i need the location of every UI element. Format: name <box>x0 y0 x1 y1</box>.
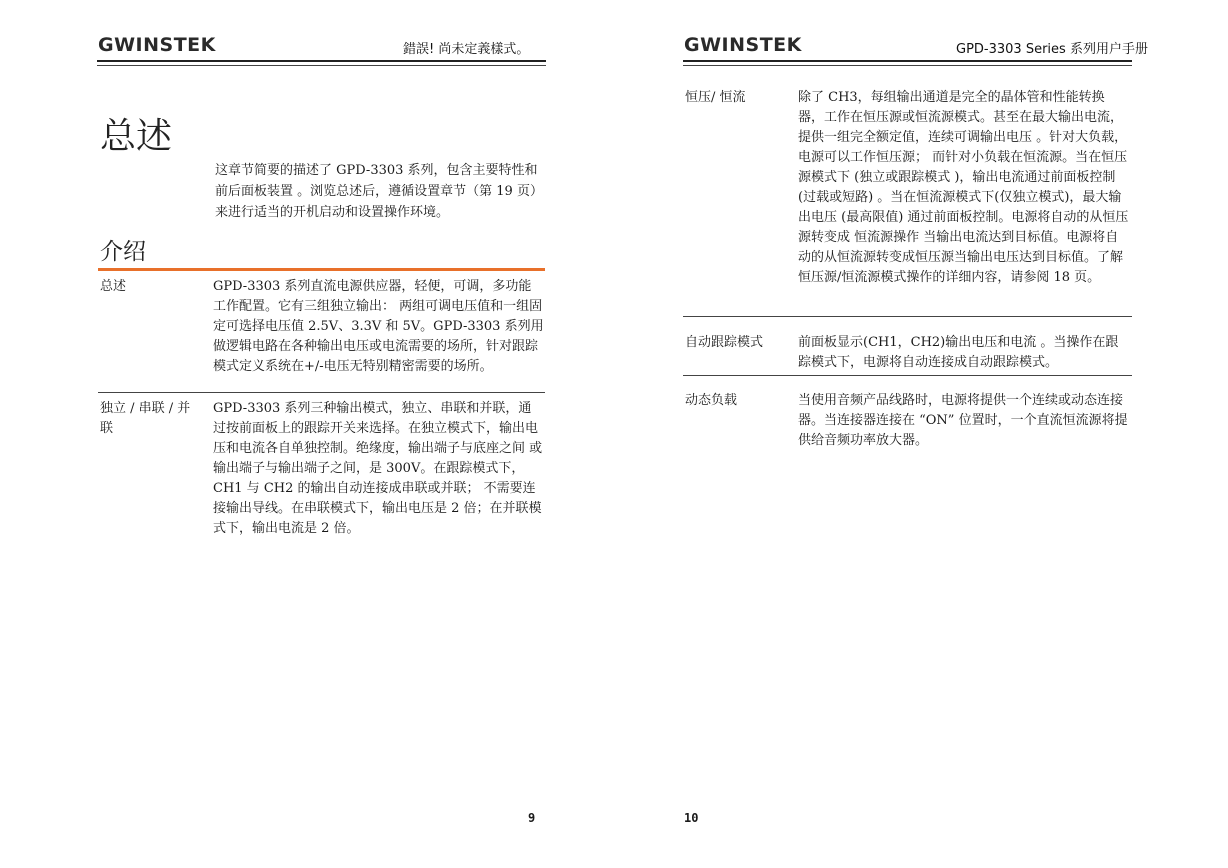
header-title: 錯誤! 尚未定義樣式。 <box>403 42 530 57</box>
row-text: GPD-3303 系列直流电源供应器，轻便，可调，多功能工作配置。它有三组独立输出： 两组可调电压值和一组固定可选择电压值 2.5V、3.3V 和 5V。GPD-3303 系列用做逻辑电路在各种输出电压或电流需要的场所，针对跟踪模式定义系统在+/-电压无特别精密需要的场所。 <box>213 279 544 374</box>
row-divider <box>683 375 1132 376</box>
right-page <box>614 0 1228 868</box>
header-rule-top <box>97 60 546 62</box>
row-text: 除了 CH3，每组输出通道是完全的晶体管和性能转换器，工作在恒压源或恒流源模式。甚至在最大输出电流，提供一组完全额定值，连续可调输出电压 。针对大负载，电源可以工作恒压源； 而针对小负载在恒流源。当在恒压源模式下 (独立或跟踪模式 )，输出电流通过前面板控制 (过载或短路) 。当在恒流源模式下(仅独立模式)，最大输出电压 (最高限值) 通过前面板控制。电源将自动的从恒压源转变成 恒流源操作 当输出电流达到目标值。电源将自动的从恒流源转变成恒压源当输出电压达到目标值。了解恒压源/恒流源模式操作的详细内容，请参阅 18 页。 <box>798 90 1129 285</box>
row-text: 当使用音频产品线路时，电源将提供一个连续或动态连接器。当连接器连接在 “ON” 位置时，一个直流恒流源将提供给音频功率放大器。 <box>798 393 1128 448</box>
section-title: 介绍 <box>100 239 146 265</box>
header-rule-bottom <box>97 65 546 66</box>
row-divider <box>98 392 545 393</box>
row-text: 前面板显示(CH1，CH2)输出电压和电流 。当操作在跟踪模式下，电源将自动连接成自动跟踪模式。 <box>798 335 1119 370</box>
row-label: 恒压/ 恒流 <box>685 90 746 105</box>
header-rule-top <box>683 60 1132 62</box>
header-title: GPD-3303 Series 系列用户手册 <box>956 42 1148 57</box>
row-label: 动态负载 <box>685 393 738 408</box>
row-divider <box>683 316 1132 317</box>
page-number: 9 <box>528 811 536 825</box>
row-label: 总述 <box>100 279 127 294</box>
section-rule <box>98 268 545 271</box>
row-label: 自动跟踪模式 <box>685 335 764 350</box>
row-text: GPD-3303 系列三种输出模式，独立、串联和并联，通过按前面板上的跟踪开关来选择。在独立模式下，输出电压和电流各自单独控制。绝缘度，输出端子与底座之间 或输出端子与输出端子之间，是 300V。在跟踪模式下，CH1 与 CH2 的输出自动连接成串联或并联； 不需要连接输出导线。在串联模式下，输出电压是 2 倍；在并联模式下，输出电流是 2 倍。 <box>213 401 543 536</box>
chapter-title: 总述 <box>100 116 173 157</box>
page-number: 10 <box>684 811 699 825</box>
brand-logo: GWINSTEK <box>98 34 216 56</box>
row-label: 独立 / 串联 / 并联 <box>100 401 191 436</box>
header-rule-bottom <box>683 65 1132 66</box>
chapter-intro: 这章节简要的描述了 GPD-3303 系列，包含主要特性和前后面板装置 。浏览总述后，遵循设置章节（第 19 页）来进行适当的开机启动和设置操作环境。 <box>215 163 543 220</box>
brand-logo: GWINSTEK <box>684 34 802 56</box>
